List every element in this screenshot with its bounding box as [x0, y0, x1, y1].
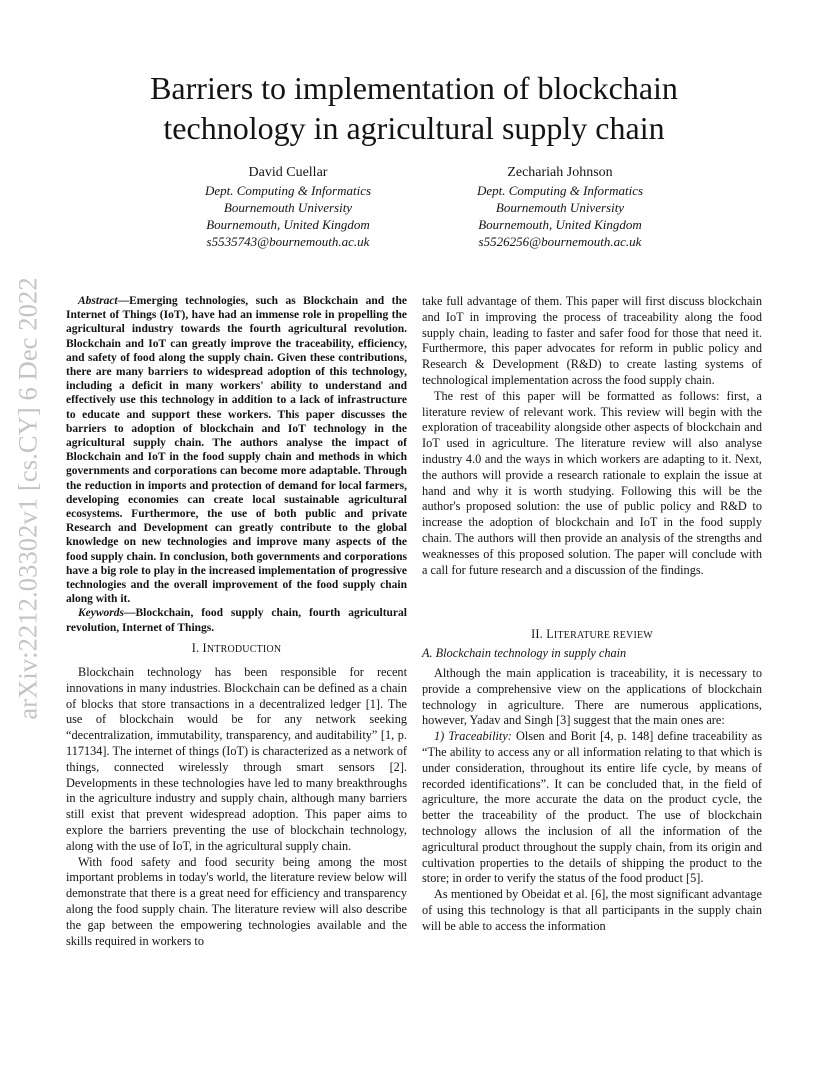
traceability-label: 1) Traceability: — [434, 729, 512, 744]
author-city: Bournemouth, United Kingdom — [206, 217, 370, 232]
right-paragraph-2: The rest of this paper will be formatted as follows: first, a literature review of relevant work. This review will begin with the exploration of traceability alongside other aspects of blockchain and IoT used in agriculture. The literature review will also analyse industry 4.0 and the ways in which workers are adapting to it. Next, the authors will provide a research rationale to explain the issue at hand and why it is worth studying. Following this will be the author's proposed solution: the use of public policy and R&D to increase the adoption of blockchain and IoT in the food supply chain. The authors will then provide an analysis of the strengths and weaknesses of this proposed solution. The paper will conclude with a call for future research and a discussion of the findings. — [422, 388, 762, 577]
author-name: David Cuellar — [248, 165, 328, 180]
abstract-paragraph — [66, 294, 407, 606]
section-title: NTRODUCTION — [206, 644, 282, 655]
author-university: Bournemouth University — [223, 200, 353, 215]
traceability-text: Olsen and Borit [4, p. 148] define traceability as “The ability to access any or all information relating to that which is under consideration, throughout its entire life cycle, by means of recorded identifications”. It can be concluded that, in the field of agriculture, the more accurate the data on the product cycle, the better the traceability of the product. The use of blockchain technology allows the inclusion of all the information of the agricultural product throughout the supply chain, from its origin and cultivation properties to the details of shipping the product to the store; in order to verify the status of the food product [5]. — [422, 729, 763, 886]
right-column-bottom — [422, 666, 762, 935]
abstract — [66, 294, 407, 635]
title-line-1: Barriers to implementation of blockchain — [150, 70, 678, 106]
section-heading-introduction — [66, 641, 407, 656]
subsection-heading-a: A. Blockchain technology in supply chain — [422, 646, 627, 660]
section-heading-literature-review — [422, 627, 762, 642]
section-number: II. L — [531, 627, 554, 641]
right-paragraph-5: As mentioned by Obeidat et al. [6], the most significant advantage of using this technology is that all participants in the supply chain will be able to access the information — [422, 887, 762, 933]
author-city: Bournemouth, United Kingdom — [478, 217, 642, 232]
keywords-paragraph — [66, 606, 407, 634]
author-name: Zechariah Johnson — [507, 165, 613, 180]
author-dept: Dept. Computing & Informatics — [204, 183, 372, 198]
traceability-paragraph — [422, 729, 762, 887]
intro-paragraph-2: With food safety and food security being among the most important problems in today's world, the literature review below will demonstrate that there is a great need for efficiency and transparency along the food supply chain. The literature review will also describe the gap between the empowering technologies available and the skills required in workers to — [66, 854, 407, 948]
abstract-label: Abstract — [78, 295, 118, 307]
author-dept: Dept. Computing & Informatics — [476, 183, 644, 198]
arxiv-sidebar — [8, 262, 48, 734]
author-block-2 — [410, 164, 710, 250]
right-column-top — [422, 294, 762, 578]
title-line-2: technology in agricultural supply chain — [163, 110, 665, 146]
paper-title — [60, 68, 768, 148]
intro-column — [66, 665, 407, 949]
arxiv-identifier: arXiv:2212.03302v1 [cs.CY] 6 Dec 2022 — [12, 276, 43, 720]
author-university: Bournemouth University — [495, 200, 625, 215]
keywords-text: —Blockchain, food supply chain, fourth agricultural revolution, Internet of Things. — [66, 607, 407, 634]
keywords-label: Keywords — [78, 607, 124, 620]
intro-paragraph-1: Blockchain technology has been responsible for recent innovations in many industries. Blockchain can be defined as a chain of blocks that store transactions in a decentralized ledger [1]. The use of blockchain would be for any network seeking “decentralization, immutability, transparency, and auditability” [1, p. 117134]. The internet of things (IoT) is characterized as a network of things, connected wirelessly through smart sensors [2]. Developments in these technologies have led to many breakthroughs in the agriculture industry and supply chain, although many barriers still exist that prevent widespread adoption. This paper aims to explore the barriers preventing the use of blockchain technology, along with the use of IoT, in the agricultural supply chain. — [66, 665, 407, 853]
author-block-1 — [138, 164, 438, 250]
right-paragraph-3: Although the main application is traceability, it is necessary to provide a comprehensive view on the applications of blockchain technology in agriculture. There are numerous applications, however, Yadav and Singh [3] suggest that the main ones are: — [422, 666, 762, 728]
section-title: ITERATURE REVIEW — [553, 630, 653, 641]
author-email: s5535743@bournemouth.ac.uk — [206, 234, 370, 249]
section-number: I. I — [191, 641, 207, 655]
right-paragraph-1: take full advantage of them. This paper will first discuss blockchain and IoT in improving the process of traceability along the food supply chain, leading to faster and safer food for those that need it. Furthermore, this paper advocates for reform in public policy and Research & Development (R&D) to create lasting systems of technological implementation across the food supply chain. — [422, 294, 762, 387]
abstract-text: —Emerging technologies, such as Blockchain and the Internet of Things (IoT), have had an immense role in propelling the agricultural industry towards the fourth agricultural revolution. Blockchain and IoT can greatly improve the traceability, efficiency, and safety of food along the supply chain. Given these contributions, there are many barriers to widespread adoption of this technology, including a deficit in many workers' ability to understand and effectively use this technology in addition to a lack of infrastructure to educate and support these workers. This paper discusses the barriers to adoption of blockchain and IoT technology in the agricultural supply chain. The authors analyse the impact of Blockchain and IoT in the food supply chain and methods in which governments and corporations can become more adaptable. Through the reduction in imports and protection of demand for local farmers, developing economies can create local sustainable agricultural ecosystems. Furthermore, the use of both public and private Research and Development can greatly contribute to the global knowledge on new technologies and improve many aspects of the food supply chain. In conclusion, both governments and corporations have a big role to play in the increased implementation of progressive technologies and the overall improvement of the food supply chain along with it. — [66, 295, 407, 606]
author-email: s5526256@bournemouth.ac.uk — [478, 234, 642, 249]
